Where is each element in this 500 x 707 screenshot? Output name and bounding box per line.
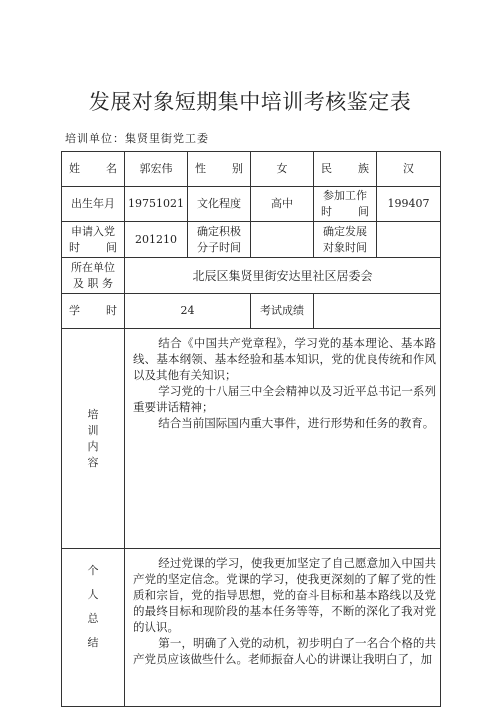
content-label: 培 训 内 容 — [62, 329, 125, 549]
activist-value — [251, 222, 314, 258]
candidate-value — [377, 222, 441, 258]
hours-label: 学 时 — [62, 294, 125, 329]
row-summary — [62, 549, 441, 707]
work-start-value: 199407 — [377, 187, 441, 222]
score-value — [314, 294, 441, 329]
candidate-label: 确定发展 对象时间 — [314, 222, 377, 258]
row-birth — [62, 187, 441, 222]
name-value: 郭宏伟 — [125, 152, 188, 187]
row-name — [62, 152, 441, 187]
birth-label: 出生年月 — [62, 187, 125, 222]
summary-text — [125, 549, 441, 707]
content-paragraph: 学习党的十八届三中全会精神以及习近平总书记一系列重要讲话精神； — [133, 384, 436, 414]
row-workplace — [62, 258, 441, 294]
summary-paragraph: 第一，明确了入党的动机，初步明白了一名合个格的共产党员应该做些什么。老师振奋人心的讲课让我明白了，加 — [133, 636, 436, 666]
hours-value: 24 — [125, 294, 251, 329]
gender-label: 性 别 — [188, 152, 251, 187]
education-label: 文化程度 — [188, 187, 251, 222]
apply-label: 申请入党 时 间 — [62, 222, 125, 258]
summary-label: 个 人 总 结 — [62, 549, 125, 707]
workplace-value: 北辰区集贤里街安达里社区居委会 — [125, 258, 441, 294]
birth-value: 19751021 — [125, 187, 188, 222]
content-text — [125, 329, 441, 549]
activist-label: 确定积极 分子时间 — [188, 222, 251, 258]
education-value: 高中 — [251, 187, 314, 222]
summary-paragraph: 经过党课的学习，使我更加坚定了自己愿意加入中国共产党的坚定信念。党课的学习，使我更深刻的了解了党的性质和宗旨，党的指导思想，党的奋斗目标和基本路线以及党的最终目标和现阶段的基本任务等等，不断的深化了我对党的认识。 — [133, 556, 436, 634]
score-label: 考试成绩 — [251, 294, 314, 329]
name-label: 姓 名 — [62, 152, 125, 187]
workplace-label: 所在单位 及 职 务 — [62, 258, 125, 294]
row-content — [62, 329, 441, 549]
assessment-table — [61, 151, 441, 707]
row-apply — [62, 222, 441, 258]
row-hours — [62, 294, 441, 329]
ethnicity-value: 汉 — [377, 152, 441, 187]
apply-value: 201210 — [125, 222, 188, 258]
gender-value: 女 — [251, 152, 314, 187]
work-start-label: 参加工作 时 间 — [314, 187, 377, 222]
content-paragraph: 结合《中国共产党章程》，学习党的基本理论、基本路线、基本纲领、基本经验和基本知识，党的优良传统和作风以及其他有关知识； — [133, 336, 436, 382]
ethnicity-label: 民 族 — [314, 152, 377, 187]
content-paragraph: 结合当前国际国内重大事件，进行形势和任务的教育。 — [158, 416, 435, 430]
training-unit: 培训单位：集贤里街党工委 — [65, 132, 209, 145]
form-title: 发展对象短期集中培训考核鉴定表 — [88, 90, 412, 114]
